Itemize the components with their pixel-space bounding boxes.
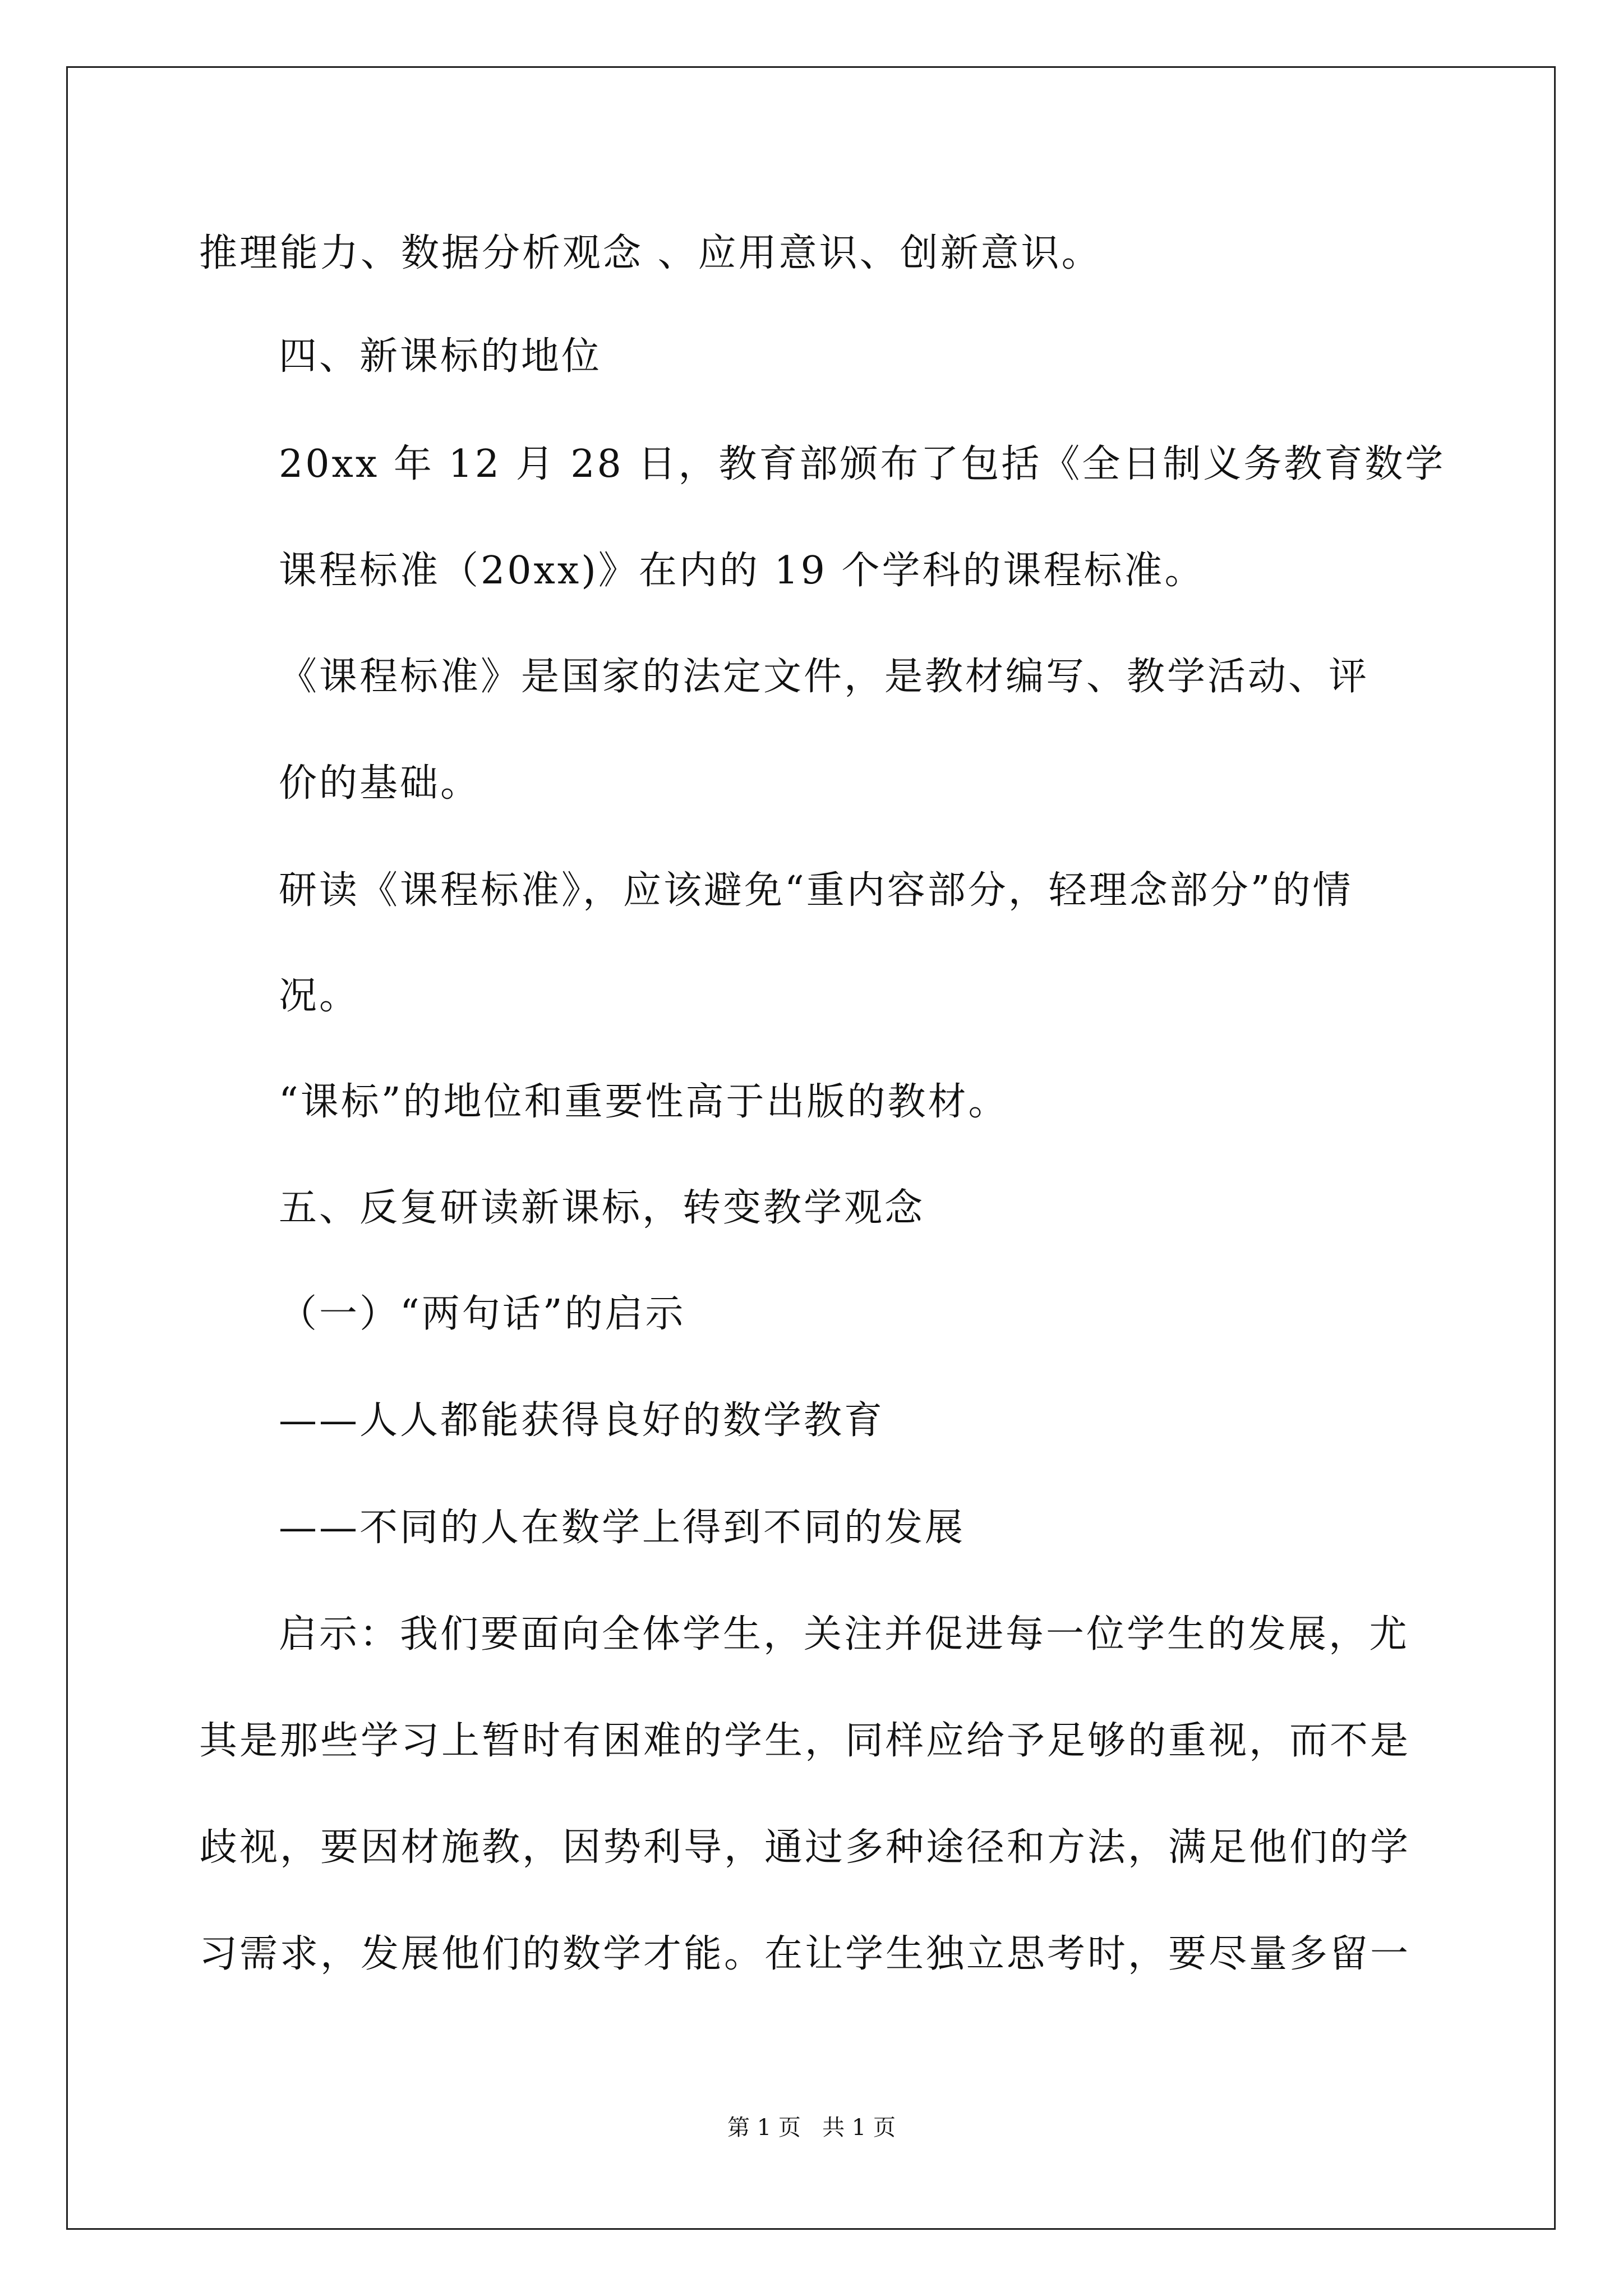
page-footer: 第 1 页 共 1 页 <box>727 2115 896 2141</box>
text-line-13: ——不同的人在数学上得到不同的发展 <box>279 1506 966 1550</box>
text-line-9: “课标”的地位和重要性高于出版的教材。 <box>279 1080 1009 1124</box>
section-heading-4: 四、新课标的地位 <box>279 334 602 379</box>
text-line-14: 启示：我们要面向全体学生，关注并促进每一位学生的发展，尤 <box>279 1612 1410 1657</box>
text-line-17: 习需求，发展他们的数学才能。在让学生独立思考时，要尽量多留一 <box>199 1932 1411 1976</box>
text-line-12: ——人人都能获得良好的数学教育 <box>279 1398 885 1443</box>
subsection-heading-1: （一）“两句话”的启示 <box>279 1292 686 1336</box>
text-line-6: 价的基础。 <box>279 761 481 806</box>
text-line-15: 其是那些学习上暂时有困难的学生，同样应给予足够的重视，而不是 <box>199 1719 1411 1763</box>
section-heading-5: 五、反复研读新课标，转变教学观念 <box>279 1186 925 1230</box>
text-line-7: 研读《课程标准》，应该避免“重内容部分，轻理念部分”的情 <box>279 868 1353 913</box>
text-line-1: 推理能力、数据分析观念 、应用意识、创新意识。 <box>199 231 1102 275</box>
text-line-3: 20xx 年 12 月 28 日，教育部颁布了包括《全日制义务教育数学 <box>279 442 1446 486</box>
text-line-8: 况。 <box>279 974 360 1018</box>
page-border <box>66 66 1556 2230</box>
text-line-16: 歧视，要因材施教，因势利导，通过多种途径和方法，满足他们的学 <box>199 1825 1411 1870</box>
text-line-4: 课程标准（20xx)》在内的 19 个学科的课程标准。 <box>279 549 1205 593</box>
text-line-5: 《课程标准》是国家的法定文件，是教材编写、教学活动、评 <box>279 655 1370 699</box>
